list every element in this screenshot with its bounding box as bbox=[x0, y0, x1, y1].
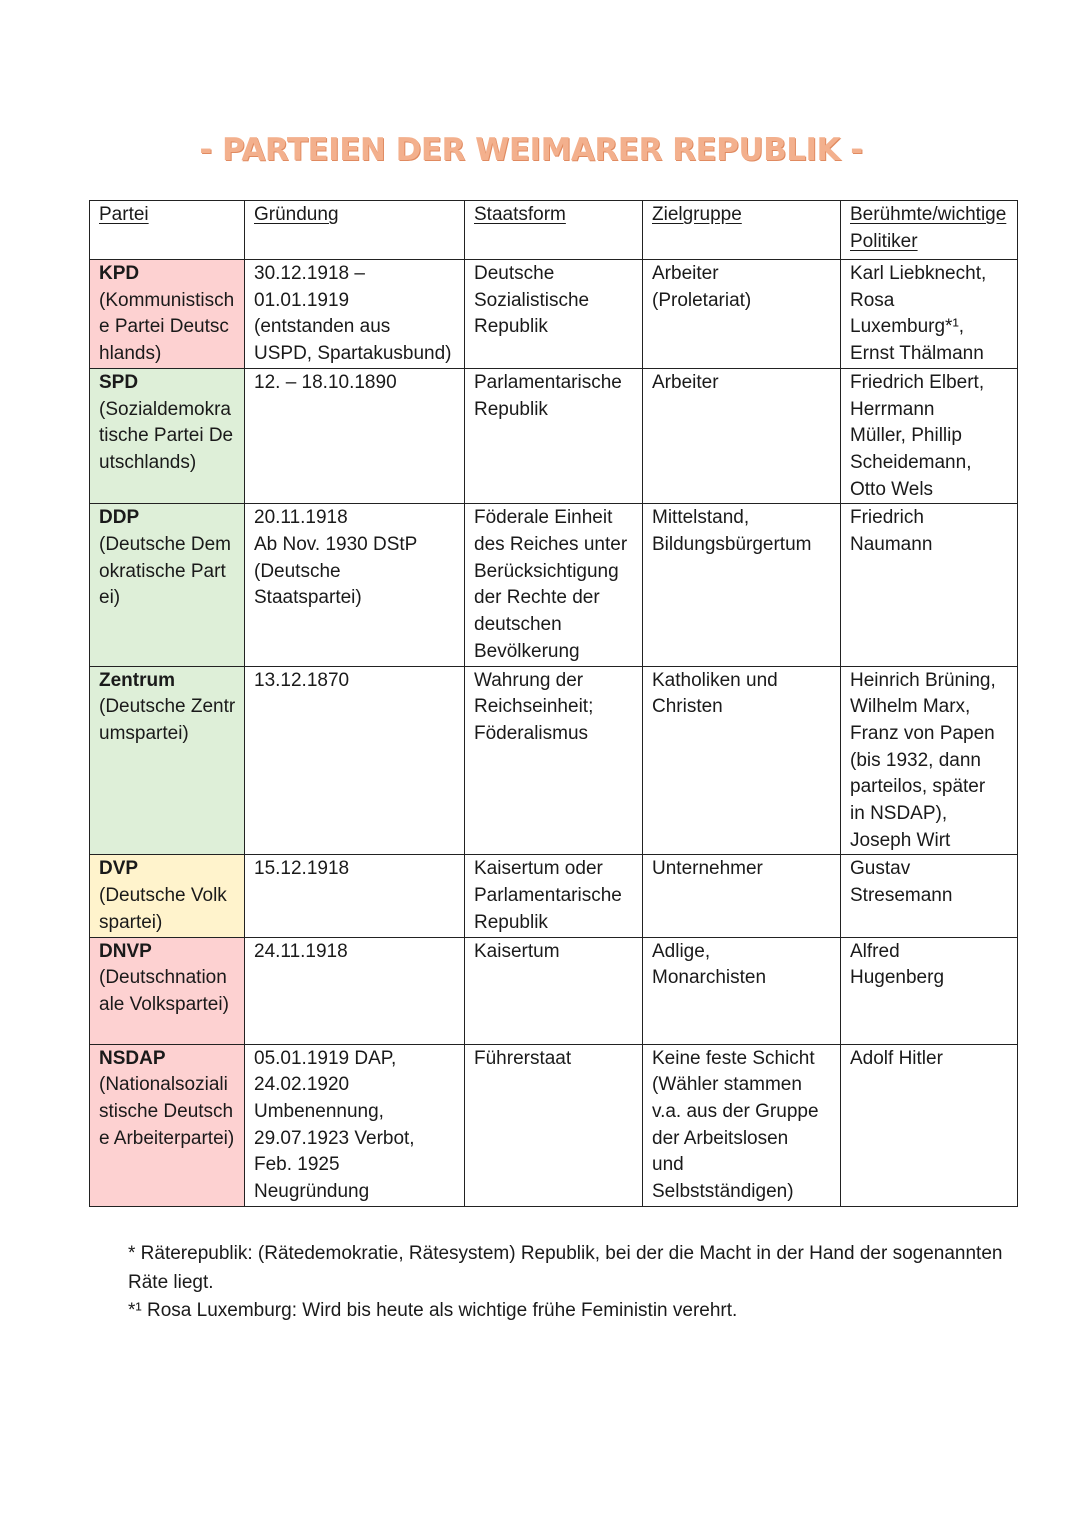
founding-cell: 13.12.1870 bbox=[245, 666, 465, 855]
page-title: - PARTEIEN DER WEIMARER REPUBLIK - bbox=[199, 132, 863, 168]
target-group-cell: Katholiken und Christen bbox=[643, 666, 841, 855]
footnote-luxemburg: *¹ Rosa Luxemburg: Wird bis heute als wichtige frühe Feministin verehrt. bbox=[128, 1300, 738, 1321]
state-form-cell: Föderale Einheit des Reiches unter Berücksichtigung der Rechte der deutschen Bevölkerung bbox=[465, 504, 643, 666]
founding-cell: 15.12.1918 bbox=[245, 855, 465, 937]
table-header-row bbox=[90, 201, 1018, 260]
politicians-cell: Adolf Hitler bbox=[841, 1044, 1018, 1206]
party-abbr: KPD bbox=[99, 263, 140, 284]
party-abbr: DDP bbox=[99, 507, 140, 529]
party-abbr: Zentrum bbox=[99, 669, 175, 691]
party-full-name: (Deutsche Zentrumspartei) bbox=[99, 696, 236, 744]
header-politiker: Berühmte/wichtige Politiker bbox=[841, 201, 1018, 260]
header-staatsform: Staatsform bbox=[465, 201, 643, 260]
target-group-cell: Mittelstand, Bildungsbürgertum bbox=[643, 504, 841, 666]
table-row bbox=[90, 937, 1018, 1044]
party-cell bbox=[90, 666, 245, 855]
state-form-cell: Wahrung der Reichseinheit; Föderalismus bbox=[465, 666, 643, 855]
state-form-cell: Deutsche Sozialistische Republik bbox=[465, 260, 643, 369]
target-group-cell: Adlige, Monarchisten bbox=[643, 937, 841, 1044]
parties-table bbox=[89, 200, 1018, 1207]
politicians-cell: Gustav Stresemann bbox=[841, 855, 1018, 937]
target-group-cell: Unternehmer bbox=[643, 855, 841, 937]
table-row bbox=[90, 260, 1018, 369]
table-row bbox=[90, 504, 1018, 666]
party-full-name: (Nationalsozialistische Deutsche Arbeiterpartei) bbox=[99, 1074, 235, 1149]
party-abbr: DVP bbox=[99, 858, 139, 880]
table-row bbox=[90, 666, 1018, 855]
politicians-cell: Alfred Hugenberg bbox=[841, 937, 1018, 1044]
party-full-name: (Deutschnationale Volkspartei) bbox=[99, 967, 229, 1015]
founding-cell: 20.11.1918 Ab Nov. 1930 DStP (Deutsche Staatspartei) bbox=[245, 504, 465, 666]
party-abbr: SPD bbox=[99, 371, 139, 393]
politicians-cell: Karl Liebknecht, Rosa Luxemburg*¹, Ernst Thälmann bbox=[841, 260, 1018, 369]
table-row bbox=[90, 855, 1018, 937]
founding-cell: 12. – 18.10.1890 bbox=[245, 368, 465, 504]
party-full-name: (Deutsche Volkspartei) bbox=[99, 885, 227, 933]
politicians-cell: Friedrich Naumann bbox=[841, 504, 1018, 666]
party-cell bbox=[90, 855, 245, 937]
party-abbr: NSDAP bbox=[99, 1047, 166, 1069]
party-cell bbox=[90, 504, 245, 666]
state-form-cell: Kaisertum oder Parlamentarische Republik bbox=[465, 855, 643, 937]
header-zielgruppe: Zielgruppe bbox=[643, 201, 841, 260]
party-cell bbox=[90, 1044, 245, 1206]
footnote-raeterepublik: * Räterepublik: (Rätedemokratie, Rätesystem) Republik, bei der die Macht in der Hand der sogenannten Räte liegt. bbox=[128, 1243, 1003, 1293]
politicians-cell: Heinrich Brüning, Wilhelm Marx, Franz von Papen (bis 1932, dann parteilos, später in NSDAP), Joseph Wirt bbox=[841, 666, 1018, 855]
founding-cell: 30.12.1918 – 01.01.1919 (entstanden aus USPD, Spartakusbund) bbox=[245, 260, 465, 369]
party-cell bbox=[90, 937, 245, 1044]
party-full-name: (Deutsche Demokratische Partei) bbox=[99, 534, 231, 609]
state-form-cell: Führerstaat bbox=[465, 1044, 643, 1206]
party-cell bbox=[90, 368, 245, 504]
state-form-cell: Kaisertum bbox=[465, 937, 643, 1044]
table-row bbox=[90, 368, 1018, 504]
party-full-name: (Sozialdemokratische Partei Deutschlands) bbox=[99, 398, 234, 473]
table-row bbox=[90, 1044, 1018, 1206]
party-cell bbox=[90, 260, 245, 369]
target-group-cell: Arbeiter (Proletariat) bbox=[643, 260, 841, 369]
founding-cell: 05.01.1919 DAP, 24.02.1920 Umbenennung, 29.07.1923 Verbot, Feb. 1925 Neugründung bbox=[245, 1044, 465, 1206]
party-full-name: (Kommunistische Partei Deutschlands) bbox=[99, 289, 235, 365]
founding-cell: 24.11.1918 bbox=[245, 937, 465, 1044]
state-form-cell: Parlamentarische Republik bbox=[465, 368, 643, 504]
politicians-cell: Friedrich Elbert, Herrmann Müller, Phillip Scheidemann, Otto Wels bbox=[841, 368, 1018, 504]
target-group-cell: Arbeiter bbox=[643, 368, 841, 504]
target-group-cell: Keine feste Schicht (Wähler stammen v.a. aus der Gruppe der Arbeitslosen und Selbstständigen) bbox=[643, 1044, 841, 1206]
header-gruendung: Gründung bbox=[245, 201, 465, 260]
footnotes bbox=[128, 1240, 1008, 1326]
header-partei: Partei bbox=[90, 201, 245, 260]
party-abbr: DNVP bbox=[99, 940, 152, 962]
